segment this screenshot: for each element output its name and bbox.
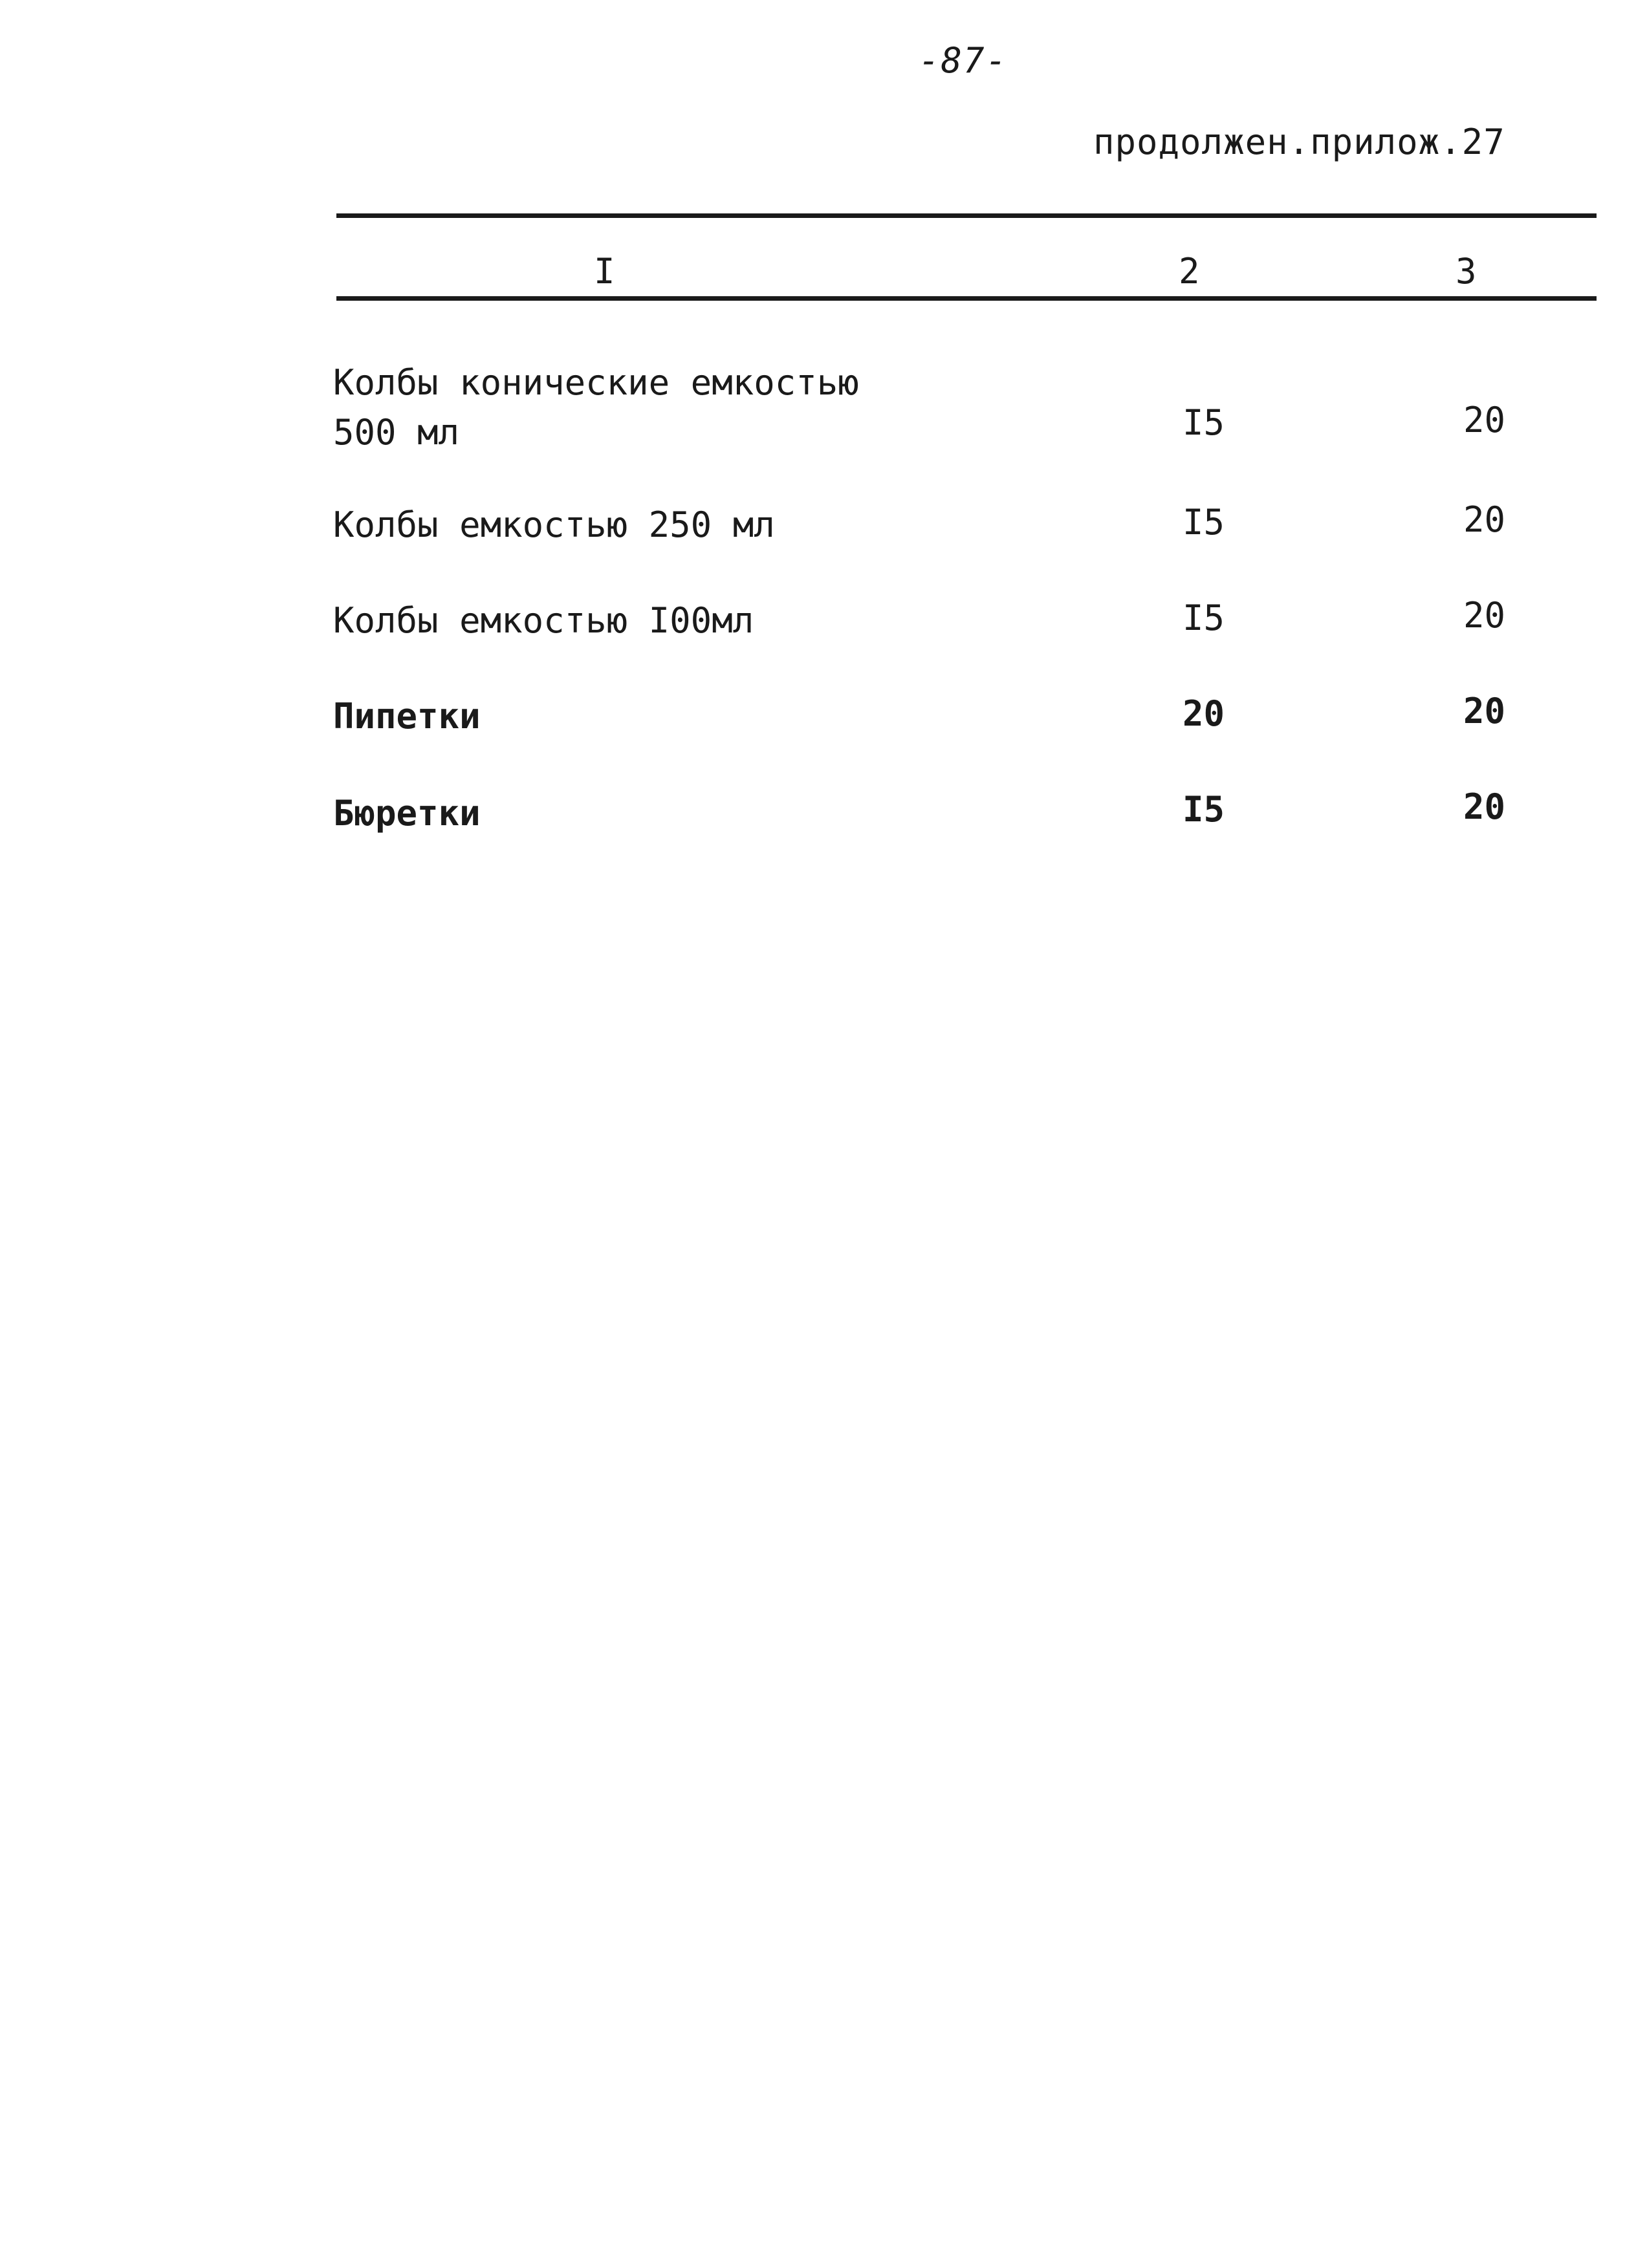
row-col2-value: I5 [1183, 502, 1225, 543]
row-name-line2: 500 мл [333, 412, 460, 453]
table-row [0, 786, 1636, 845]
row-name: Колбы емкостью I00мл [333, 600, 754, 641]
table-row [0, 691, 1636, 748]
continuation-note: продолжен.прилож.27 [1093, 122, 1505, 162]
row-col3-value: 20 [1463, 400, 1506, 440]
row-name: Колбы емкостью 250 мл [333, 504, 775, 545]
table-header-col3: 3 [1456, 251, 1477, 292]
table-top-rule [336, 213, 1597, 218]
table-header-rule [336, 296, 1597, 301]
row-col2-value: 20 [1183, 693, 1225, 734]
table-row [0, 595, 1636, 652]
row-name-line1: Колбы конические емкостью [333, 362, 859, 403]
table-row [0, 362, 1636, 453]
row-col3-value: 20 [1463, 499, 1506, 540]
table-row [0, 499, 1636, 556]
row-col3-value: 20 [1463, 691, 1506, 731]
row-name: Бюретки [333, 793, 481, 834]
page-number: -87- [919, 40, 1009, 81]
row-col2-value: I5 [1183, 598, 1225, 638]
table-header-col1: I [594, 251, 615, 292]
row-col2-value: I5 [1183, 789, 1225, 830]
row-name [333, 362, 859, 453]
row-col2-value: I5 [1183, 402, 1225, 443]
row-name: Пипетки [333, 696, 481, 737]
table-header-col2: 2 [1179, 251, 1200, 292]
row-col3-value: 20 [1463, 595, 1506, 636]
row-col3-value: 20 [1463, 786, 1506, 827]
